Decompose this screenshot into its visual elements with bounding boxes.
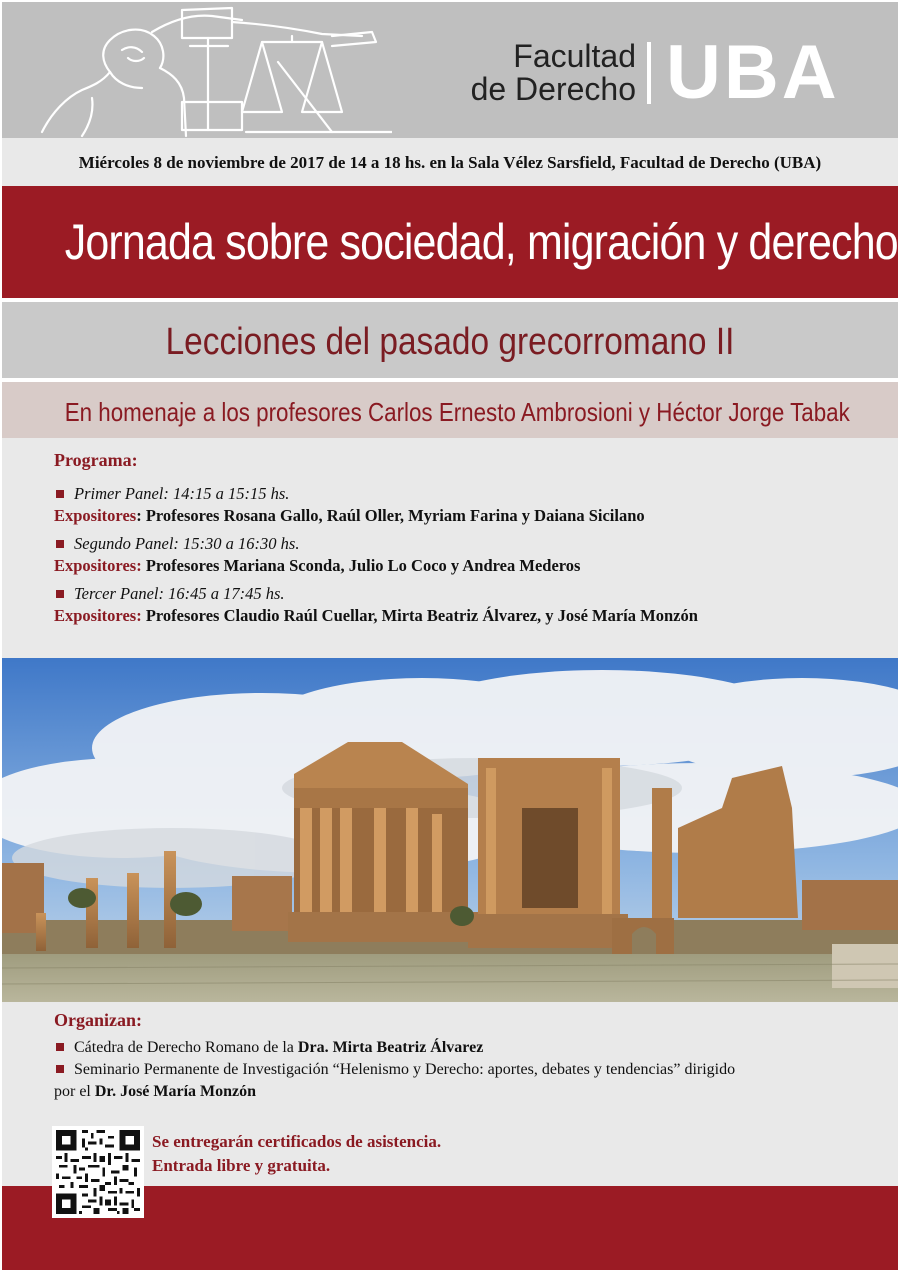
homage-band <box>2 382 898 438</box>
square-bullet-icon <box>56 1065 64 1073</box>
free-entry-note: Entrada libre y gratuita. <box>152 1156 331 1175</box>
square-bullet-icon <box>56 490 64 498</box>
square-bullet-icon <box>56 590 64 598</box>
header <box>2 2 898 138</box>
faculty-name <box>450 40 636 106</box>
expositores-separator: : <box>136 506 146 525</box>
square-bullet-icon <box>56 1043 64 1051</box>
panel-item <box>54 483 874 527</box>
header-divider <box>647 42 651 104</box>
expositores-label: Expositores <box>54 506 137 525</box>
panel-item <box>54 583 874 627</box>
justice-figure-illustration <box>32 2 392 138</box>
organizer-name: Dr. José María Monzón <box>94 1083 257 1100</box>
organizer-text: por el <box>54 1083 95 1100</box>
event-title: Jornada sobre sociedad, migración y derecho <box>64 214 898 270</box>
notes <box>152 1130 441 1178</box>
faculty-line-1: Facultad <box>513 38 636 74</box>
subtitle-band <box>2 302 898 378</box>
expositores-names: Profesores Rosana Gallo, Raúl Oller, Myriam Farina y Daiana Sicilano <box>145 506 645 525</box>
organizer-text: Cátedra de Derecho Romano de la <box>74 1039 298 1056</box>
organizer-text: Seminario Permanente de Investigación “Helenismo y Derecho: aportes, debates y tendencias” dirigido <box>74 1061 736 1078</box>
organizer-item <box>54 1037 874 1059</box>
certificates-note: Se entregarán certificados de asistencia. <box>152 1132 442 1151</box>
organizer-item-continued <box>54 1081 874 1103</box>
poster <box>2 2 898 1270</box>
panel-name: Primer Panel: 14:15 a 15:15 hs. <box>74 484 290 503</box>
expositores-names: Profesores Claudio Raúl Cuellar, Mirta Beatriz Álvarez, y José María Monzón <box>145 606 698 625</box>
homage-text: En homenaje a los profesores Carlos Ernesto Ambrosioni y Héctor Jorge Tabak <box>64 397 850 427</box>
program-section <box>54 450 874 633</box>
organizers-section <box>54 1010 874 1103</box>
event-subtitle: Lecciones del pasado grecorromano II <box>165 321 735 363</box>
event-dateline: Miércoles 8 de noviembre de 2017 de 14 a 18 hs. en la Sala Vélez Sarsfield, Facultad de Derecho (UBA) <box>2 138 898 186</box>
title-band <box>2 186 898 298</box>
faculty-line-2: de Derecho <box>470 71 636 107</box>
program-heading: Programa: <box>54 450 138 470</box>
expositores-names: Profesores Mariana Sconda, Julio Lo Coco y Andrea Mederos <box>145 556 581 575</box>
qr-code-icon[interactable] <box>56 1130 140 1214</box>
panel-item <box>54 533 874 577</box>
panel-name: Tercer Panel: 16:45 a 17:45 hs. <box>74 584 285 603</box>
expositores-label: Expositores: <box>54 606 142 625</box>
organizer-item <box>54 1059 874 1081</box>
roman-ruins-photo <box>2 658 898 1002</box>
qr-code-frame <box>52 1126 144 1218</box>
expositores-label: Expositores: <box>54 556 142 575</box>
organizer-name: Dra. Mirta Beatriz Álvarez <box>297 1039 484 1056</box>
panel-name: Segundo Panel: 15:30 a 16:30 hs. <box>74 534 300 553</box>
square-bullet-icon <box>56 540 64 548</box>
organizers-heading: Organizan: <box>54 1010 142 1030</box>
uba-logo-text: UBA <box>666 30 840 115</box>
